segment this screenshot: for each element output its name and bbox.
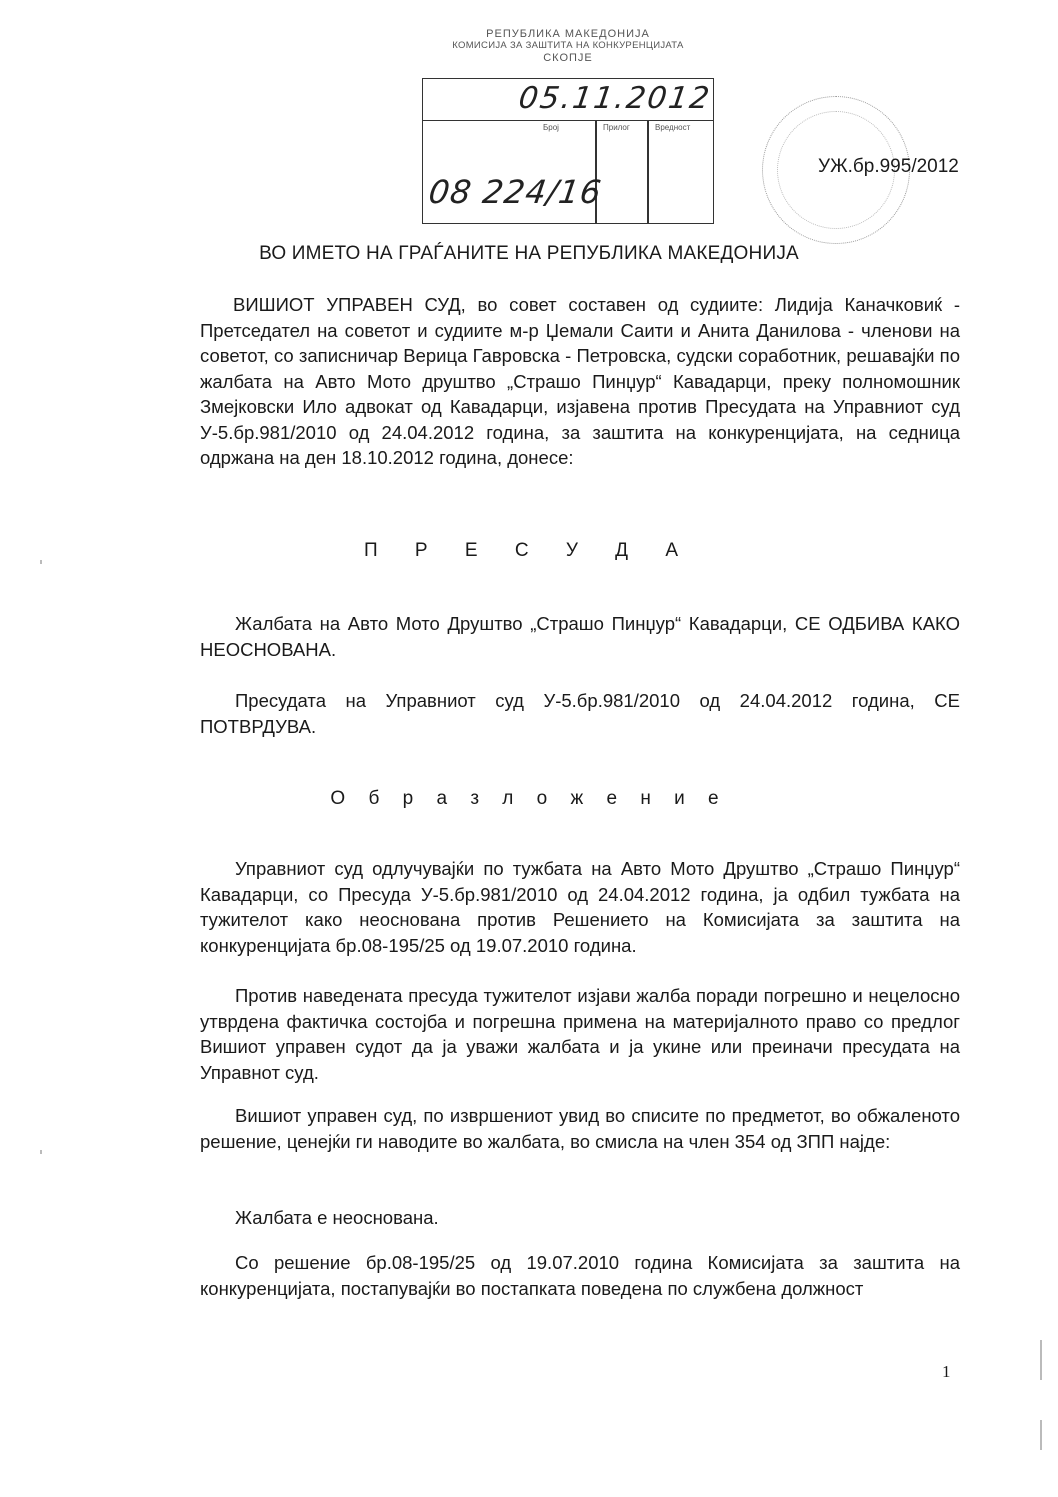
verdict-paragraph-1: Жалбата на Авто Мото Друштво „Страшо Пинџур“ Кавадарци, СЕ ОДБИВА КАКО НЕОСНОВАНА. [200,613,960,660]
reasoning-paragraph-4: Жалбата е неоснована. [235,1207,439,1228]
registry-stamp [418,28,718,211]
intro-paragraph: ВИШИОТ УПРАВЕН СУД, во совет составен од судиите: Лидија Каначковиќ - Претседател на советот и судиите м-р Џемали Саити и Анита Данилова - членови на советот, со записничар Верица Гавровска - Петровска, судски соработник, решавајќи по жалбата на Авто Мото друштво „Страшо Пинџур“ Кавадарци, преку полномошник Змејковски Ило адвокат од Кавадарци, изјавена против Пресудата на Управниот суд У-5.бр.981/2010 од 24.04.2012 година, за заштита на конкуренцијата, на седница одржана на ден 18.10.2012 година, донесе: [200,294,960,468]
reasoning-title: О б р а з л о ж е н и е [330,788,728,809]
page-number: 1 [942,1362,951,1381]
reasoning-paragraph-5: Со решение бр.08-195/25 од 19.07.2010 година Комисијата за заштита на конкуренцијата, постапувајќи во постапката поведена по службена должност [200,1252,960,1299]
stamp-divider [647,121,649,223]
scan-edge-mark [40,560,42,564]
verdict-title: П Р Е С У Д А [363,540,694,561]
stamp-registration-number: 08 224/16 [426,173,605,211]
stamp-col-value: Вредност [655,123,691,132]
stamp-col-attachment: Прилог [603,123,630,132]
reasoning-paragraph-1: Управниот суд одлучувајќи по тужбата на Авто Мото Друштво „Страшо Пинџур“ Кавадарци, со Пресуда У-5.бр.981/2010 од 24.04.2012 година, ја одбил тужбата на тужителот како неоснована против Решението на Комисијата за заштита на конкуренцијата бр.08-195/25 од 19.07.2010 година. [200,858,960,956]
stamp-date-row [423,79,713,121]
scan-edge-mark [40,1150,42,1154]
stamp-date: 05.11.2012 [516,81,714,116]
stamp-header-line-3: СКОПЈЕ [543,52,593,64]
reasoning-paragraph-3: Вишиот управен суд, по извршениот увид во списите по предметот, во обжаленото решение, ценејќи ги наводите во жалбата, во смисла на член 354 од ЗПП најде: [200,1105,960,1152]
reasoning-paragraph-2: Против наведената пресуда тужителот изјави жалба поради погрешно и нецелосно утврдена фактичка состојба и погрешна примена на материјалното право со предлог Вишиот управен судот да ја уважи жалбата и ја укине или преиначи пресудата на Управнот суд. [200,985,960,1083]
document-heading: ВО ИМЕТО НА ГРАЃАНИТЕ НА РЕПУБЛИКА МАКЕДОНИЈА [259,243,799,264]
stamp-table [422,78,714,224]
case-number: УЖ.бр.995/2012 [818,156,959,177]
verdict-paragraph-2: Пресудата на Управниот суд У-5.бр.981/2010 од 24.04.2012 година, СЕ ПОТВРДУВА. [200,690,960,737]
scan-edge-mark [1040,1420,1042,1450]
stamp-header-line-1: РЕПУБЛИКА МАКЕДОНИЈА [486,28,650,40]
stamp-col-number: Број [543,123,559,132]
stamp-header-line-2: КОМИСИЈА ЗА ЗАШТИТА НА КОНКУРЕНЦИЈАТА [452,40,684,51]
scan-edge-mark [1040,1340,1042,1380]
